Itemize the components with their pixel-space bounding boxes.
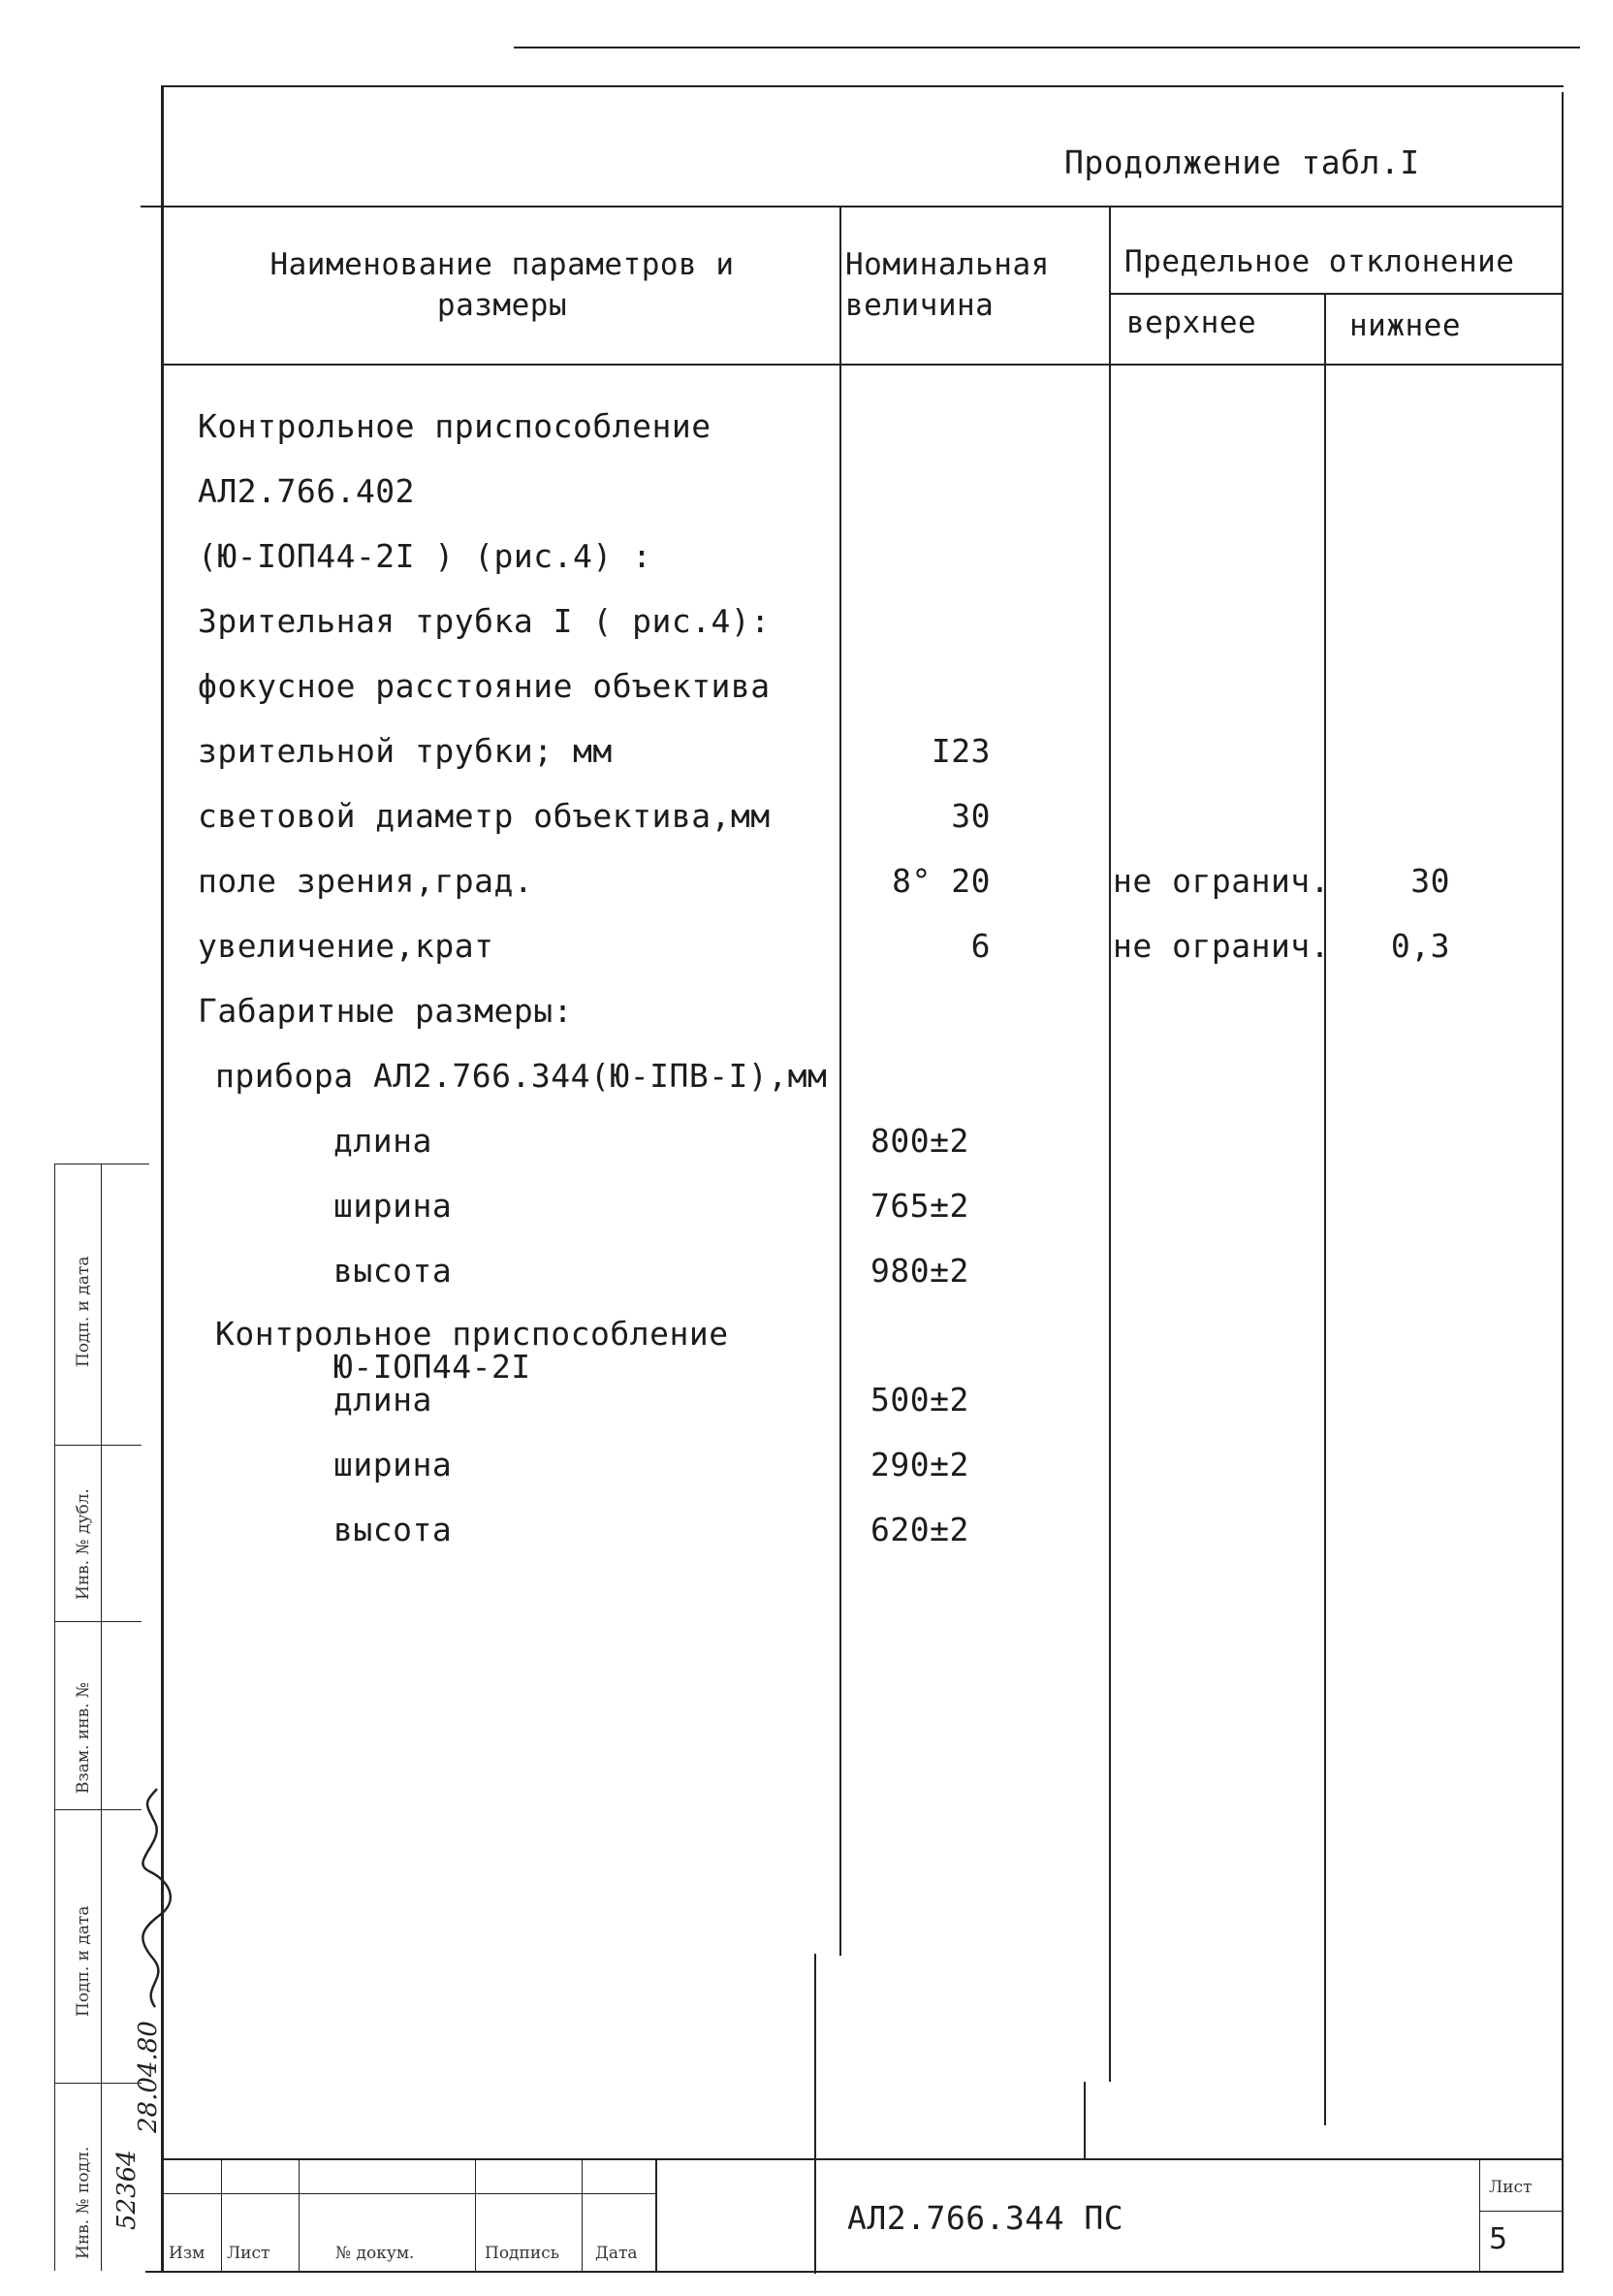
row-name: АЛ2.766.402 [198, 472, 416, 510]
col-sep-nominal-tail [1084, 2082, 1086, 2159]
row-nominal: 765±2 [870, 1187, 969, 1225]
stamp-div-1 [54, 1445, 142, 1446]
row-name: увеличение,крат [198, 927, 494, 965]
col-header-lower: нижнее [1349, 308, 1461, 343]
header-bottom-line [163, 364, 1564, 366]
stamp-label: Подп. и дата [74, 1905, 93, 2017]
title-block-sep [655, 2158, 657, 2273]
deviation-split-line [1110, 293, 1564, 295]
row-name: световой диаметр объектива,мм [198, 797, 771, 835]
sheet-box-mid [1479, 2211, 1563, 2212]
title-block-col [221, 2158, 222, 2273]
row-nominal: 8° 20 [892, 862, 991, 900]
row-name: высота [333, 1511, 453, 1548]
row-nominal: I23 [931, 732, 991, 770]
sheet-box-left [1479, 2158, 1480, 2273]
row-nominal: 800±2 [870, 1122, 969, 1160]
col-header-name: Наименование параметров и размеры [269, 247, 735, 323]
row-name: Контрольное приспособление [198, 407, 712, 445]
title-block-col [582, 2158, 583, 2273]
continuation-title: Продолжение табл.I [1064, 144, 1420, 181]
row-name: длина [333, 1381, 432, 1419]
col-sep-name-nominal [839, 206, 841, 1956]
sheet-label: Лист [1489, 2178, 1533, 2197]
row-nominal: 620±2 [870, 1511, 969, 1548]
row-nominal: 980±2 [870, 1252, 969, 1290]
document-code: АЛ2.766.344 ПС [847, 2199, 1124, 2237]
title-block-col-label: № докум. [335, 2244, 415, 2263]
col-sep-nominal-upper [1109, 206, 1111, 2082]
stamp-div-4 [54, 2083, 142, 2084]
row-name: зрительной трубки; мм [198, 732, 613, 770]
frame-right-line [1562, 92, 1564, 2272]
row-nominal: 6 [970, 927, 991, 965]
row-name: длина [333, 1122, 432, 1160]
title-block-col-label: Изм [169, 2244, 206, 2263]
title-block-col [475, 2158, 476, 2273]
stamp-outer-left [54, 1164, 55, 2271]
row-upper: не огранич. [1113, 927, 1331, 965]
stamp-label: Инв. № дубл. [74, 1488, 93, 1600]
col-header-upper: верхнее [1126, 305, 1257, 340]
row-name: (Ю-IOП44-2I ) (рис.4) : [198, 537, 652, 575]
row-name: высота [333, 1252, 453, 1290]
sheet-number: 5 [1489, 2222, 1508, 2256]
stamp-div-3 [54, 1809, 142, 1810]
row-lower: 30 [1410, 862, 1450, 900]
row-name: Контрольное приспособление [215, 1315, 729, 1353]
stamp-label: Взам. инв. № [74, 1681, 93, 1794]
col-sep-upper-lower [1324, 293, 1326, 2125]
table-top-line [141, 206, 1564, 207]
row-name: поле зрения,град. [198, 862, 534, 900]
title-block-col-label: Подпись [485, 2244, 559, 2263]
stamp-label: Инв. № подл. [74, 2146, 93, 2259]
row-nominal: 30 [951, 797, 991, 835]
col-header-nominal: Номинальная величина [845, 247, 1050, 323]
title-block-top [163, 2158, 1564, 2160]
frame-top-line [163, 85, 1564, 87]
row-name: ширина [333, 1187, 453, 1225]
row-name: прибора АЛ2.766.344(Ю-IПВ-I),мм [215, 1057, 828, 1095]
stamp-div-2 [54, 1621, 142, 1622]
handwritten-inventory-number: 52364 [112, 2150, 142, 2230]
handwritten-date: 28.04.80 [134, 2021, 163, 2133]
row-name: фокусное расстояние объектива [198, 667, 771, 705]
row-name: Зрительная трубка I ( рис.4): [198, 602, 771, 640]
row-name: Ю-IOП44-2I [333, 1348, 531, 1386]
title-block-col [299, 2158, 300, 2273]
title-block-col-label: Лист [227, 2244, 270, 2263]
row-name: ширина [333, 1446, 453, 1483]
handwritten-signature [136, 1784, 174, 2017]
row-lower: 0,3 [1390, 927, 1450, 965]
row-name: Габаритные размеры: [198, 992, 573, 1030]
row-nominal: 290±2 [870, 1446, 969, 1483]
stamp-label: Подп. и дата [74, 1256, 93, 1367]
title-block-col-label: Дата [595, 2244, 638, 2263]
frame-bottom-line [145, 2271, 1564, 2273]
row-upper: не огранич. [1113, 862, 1331, 900]
col-header-deviation: Предельное отклонение [1124, 244, 1515, 279]
top-edge-line [514, 47, 1580, 48]
stamp-mid-col [101, 1164, 102, 2271]
col-sep-lower-tail [814, 1954, 816, 2274]
row-nominal: 500±2 [870, 1381, 969, 1419]
